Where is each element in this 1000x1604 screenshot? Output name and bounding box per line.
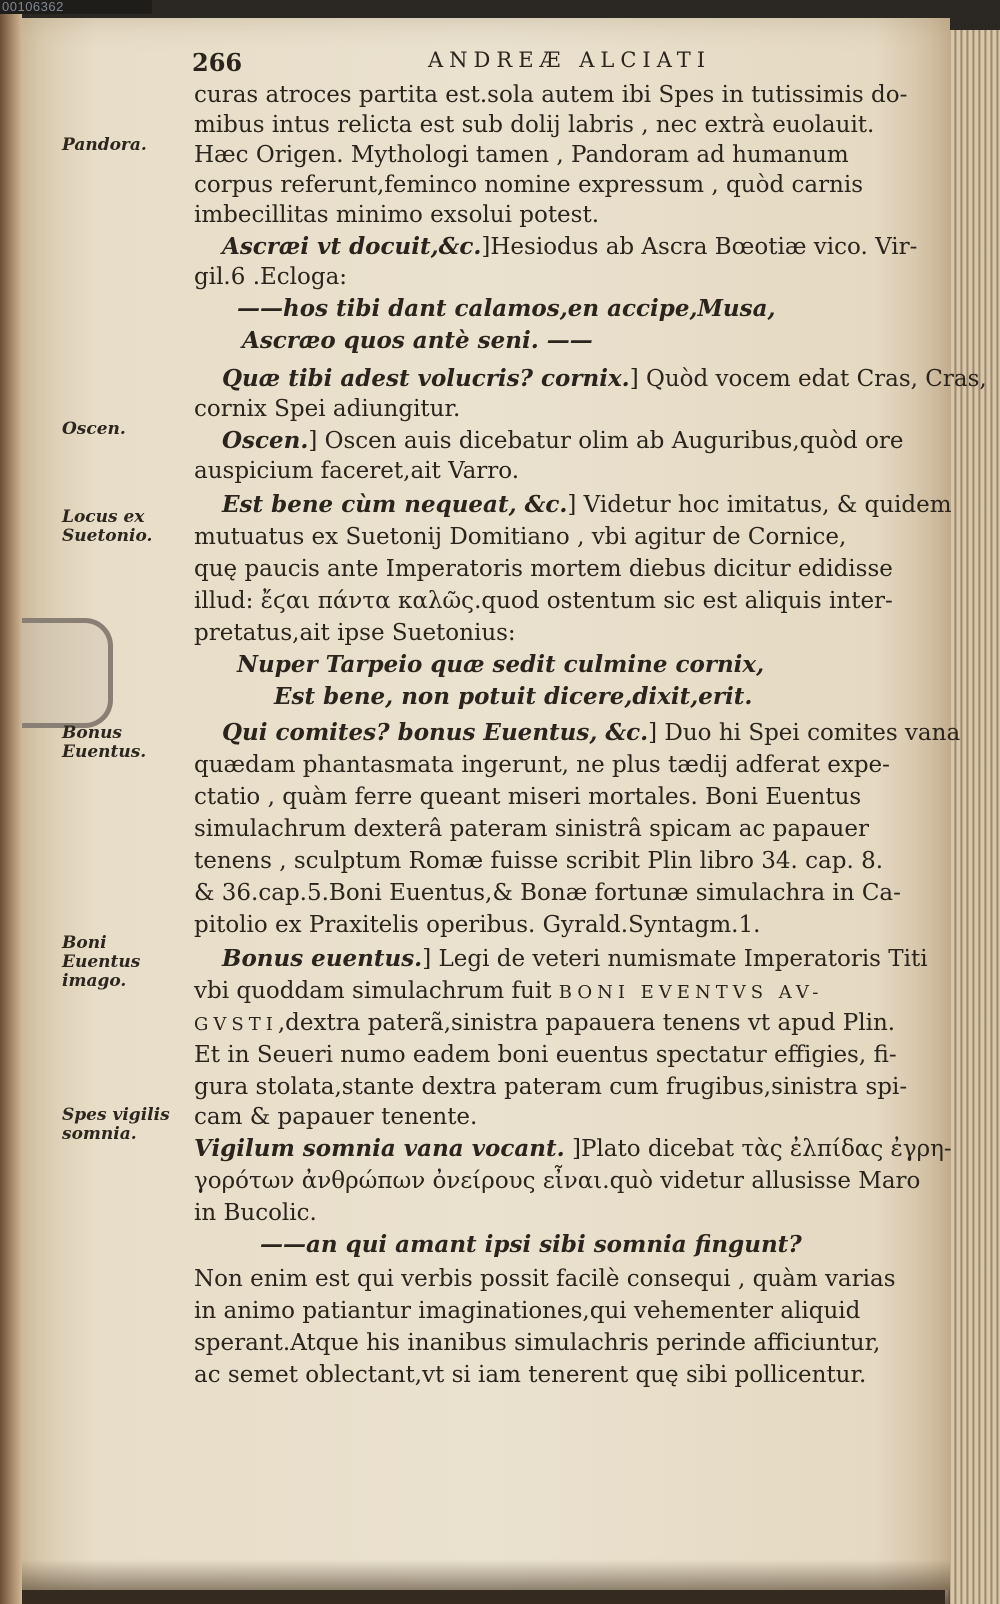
verse-line: Nuper Tarpeio quæ sedit culmine cornix, bbox=[237, 651, 765, 678]
text-line: curas atroces partita est.sola autem ibi Spes in tutissimis do- bbox=[194, 82, 908, 108]
page-number: 266 bbox=[192, 48, 243, 77]
text-line: illud: ἔϛαι πάντα καλῶς.quod ostentum sic est aliquis inter- bbox=[194, 588, 893, 614]
book-page bbox=[22, 18, 987, 1590]
text-line bbox=[222, 490, 982, 520]
text-line: pretatus,ait ipse Suetonius: bbox=[194, 620, 516, 646]
text-line: sperant.Atque his inanibus simulachris perinde afficiuntur, bbox=[194, 1330, 881, 1356]
text-line: γορότων ἀνθρώπων ὀνείρους εἶναι.quò videtur allusisse Maro bbox=[194, 1168, 921, 1194]
scan-id-label: 00106362 bbox=[0, 0, 152, 14]
lemma: Bonus euentus. bbox=[222, 945, 423, 972]
text-line: quę paucis ante Imperatoris mortem diebus dicitur edidisse bbox=[194, 556, 893, 582]
text-line: simulachrum dexterâ pateram sinistrâ spicam ac papauer bbox=[194, 816, 869, 842]
text-line: gil.6 .Ecloga: bbox=[194, 264, 348, 290]
text-line: gura stolata,stante dextra pateram cum frugibus,sinistra spi- bbox=[194, 1074, 908, 1100]
lemma: Est bene cùm nequeat, &c. bbox=[222, 491, 568, 518]
text-line: auspicium faceret,ait Varro. bbox=[194, 458, 520, 484]
text-line bbox=[222, 944, 982, 974]
text-line bbox=[222, 718, 982, 748]
lemma: Ascræi vt docuit,&c. bbox=[222, 233, 482, 260]
text-span: ] Duo hi Spei comites vana bbox=[648, 720, 961, 746]
text-line: cam & papauer tenente. bbox=[194, 1104, 478, 1130]
text-line: Non enim est qui verbis possit facilè consequi , quàm varias bbox=[194, 1266, 896, 1292]
margin-note-spes-vigilis: Spes vigilis somnia. bbox=[62, 1105, 170, 1144]
text-line: mutuatus ex Suetonij Domitiano , vbi agitur de Cornice, bbox=[194, 524, 847, 550]
margin-note-suetonius: Locus ex Suetonio. bbox=[62, 507, 153, 546]
text-span: ] Videtur hoc imitatus, & quidem bbox=[567, 492, 952, 518]
text-line: ac semet oblectant,vt si iam tenerent quę sibi pollicentur. bbox=[194, 1362, 867, 1388]
text-span: vbi quoddam simulachrum fuit bbox=[194, 978, 559, 1004]
text-span: ]Plato dicebat τὰς ἐλπίδας ἐγρη- bbox=[564, 1136, 952, 1162]
text-line: in animo patiantur imaginationes,qui vehementer aliquid bbox=[194, 1298, 861, 1324]
page-bottom-shadow bbox=[22, 1560, 950, 1604]
text-line bbox=[222, 426, 982, 456]
text-line: corpus referunt,feminco nomine expressum , quòd carnis bbox=[194, 172, 864, 198]
verse-line: Ascræo quos antè seni. —— bbox=[242, 327, 593, 354]
text-line bbox=[222, 232, 982, 262]
text-line: tenens , sculptum Romæ fuisse scribit Plin libro 34. cap. 8. bbox=[194, 848, 884, 874]
lemma: Qui comites? bonus Euentus, &c. bbox=[222, 719, 649, 746]
text-line bbox=[222, 364, 987, 394]
text-line: cornix Spei adiungitur. bbox=[194, 396, 461, 422]
lemma: Vigilum somnia vana vocant. bbox=[194, 1135, 565, 1162]
margin-note-euentus-imago: Boni Euentus imago. bbox=[62, 933, 141, 991]
text-line bbox=[194, 1134, 954, 1164]
text-line: quædam phantasmata ingerunt, ne plus tædij adferat expe- bbox=[194, 752, 890, 778]
lemma: Quæ tibi adest volucris? cornix. bbox=[222, 365, 630, 392]
running-title: ANDREÆ ALCIATI bbox=[428, 48, 712, 72]
ribbon-marker bbox=[22, 618, 113, 728]
margin-note-pandora: Pandora. bbox=[62, 135, 147, 155]
text-span: ] Oscen auis dicebatur olim ab Auguribus,quòd ore bbox=[308, 428, 904, 454]
text-line: ctatio , quàm ferre queant miseri mortales. Boni Euentus bbox=[194, 784, 862, 810]
verse-line: Est bene, non potuit dicere,dixit,erit. bbox=[274, 683, 753, 710]
small-caps-span: GVSTI bbox=[194, 1014, 278, 1035]
text-line: imbecillitas minimo exsolui potest. bbox=[194, 202, 600, 228]
text-line: Hæc Origen. Mythologi tamen , Pandoram ad humanum bbox=[194, 142, 849, 168]
lemma: Oscen. bbox=[222, 427, 309, 454]
verse-line: ——hos tibi dant calamos,en accipe,Musa, bbox=[237, 295, 776, 322]
text-line: in Bucolic. bbox=[194, 1200, 317, 1226]
text-span: ] Quòd vocem edat Cras, Cras, bbox=[629, 366, 987, 392]
text-line: pitolio ex Praxitelis operibus. Gyrald.Syntagm.1. bbox=[194, 912, 761, 938]
text-line: mibus intus relicta est sub dolij labris , nec extrà euolauit. bbox=[194, 112, 875, 138]
margin-note-bonus-euentus: Bonus Euentus. bbox=[62, 723, 147, 762]
text-line bbox=[194, 1008, 954, 1040]
text-line bbox=[194, 976, 954, 1008]
small-caps-span: BONI EVENTVS AV- bbox=[558, 982, 824, 1003]
text-span: ] Legi de veteri numismate Imperatoris Titi bbox=[422, 946, 928, 972]
text-line: Et in Seueri numo eadem boni euentus spectatur effigies, fi- bbox=[194, 1042, 897, 1068]
verse-line: ——an qui amant ipsi sibi somnia fingunt? bbox=[260, 1231, 802, 1258]
text-line: & 36.cap.5.Boni Euentus,& Bonæ fortunæ simulachra in Ca- bbox=[194, 880, 901, 906]
margin-note-oscen: Oscen. bbox=[62, 419, 126, 439]
text-span: ,dextra paterã,sinistra papauera tenens vt apud Plin. bbox=[277, 1010, 896, 1036]
text-span: ]Hesiodus ab Ascra Bœotiæ vico. Vir- bbox=[481, 234, 918, 260]
book-spine-edge bbox=[0, 14, 22, 1604]
